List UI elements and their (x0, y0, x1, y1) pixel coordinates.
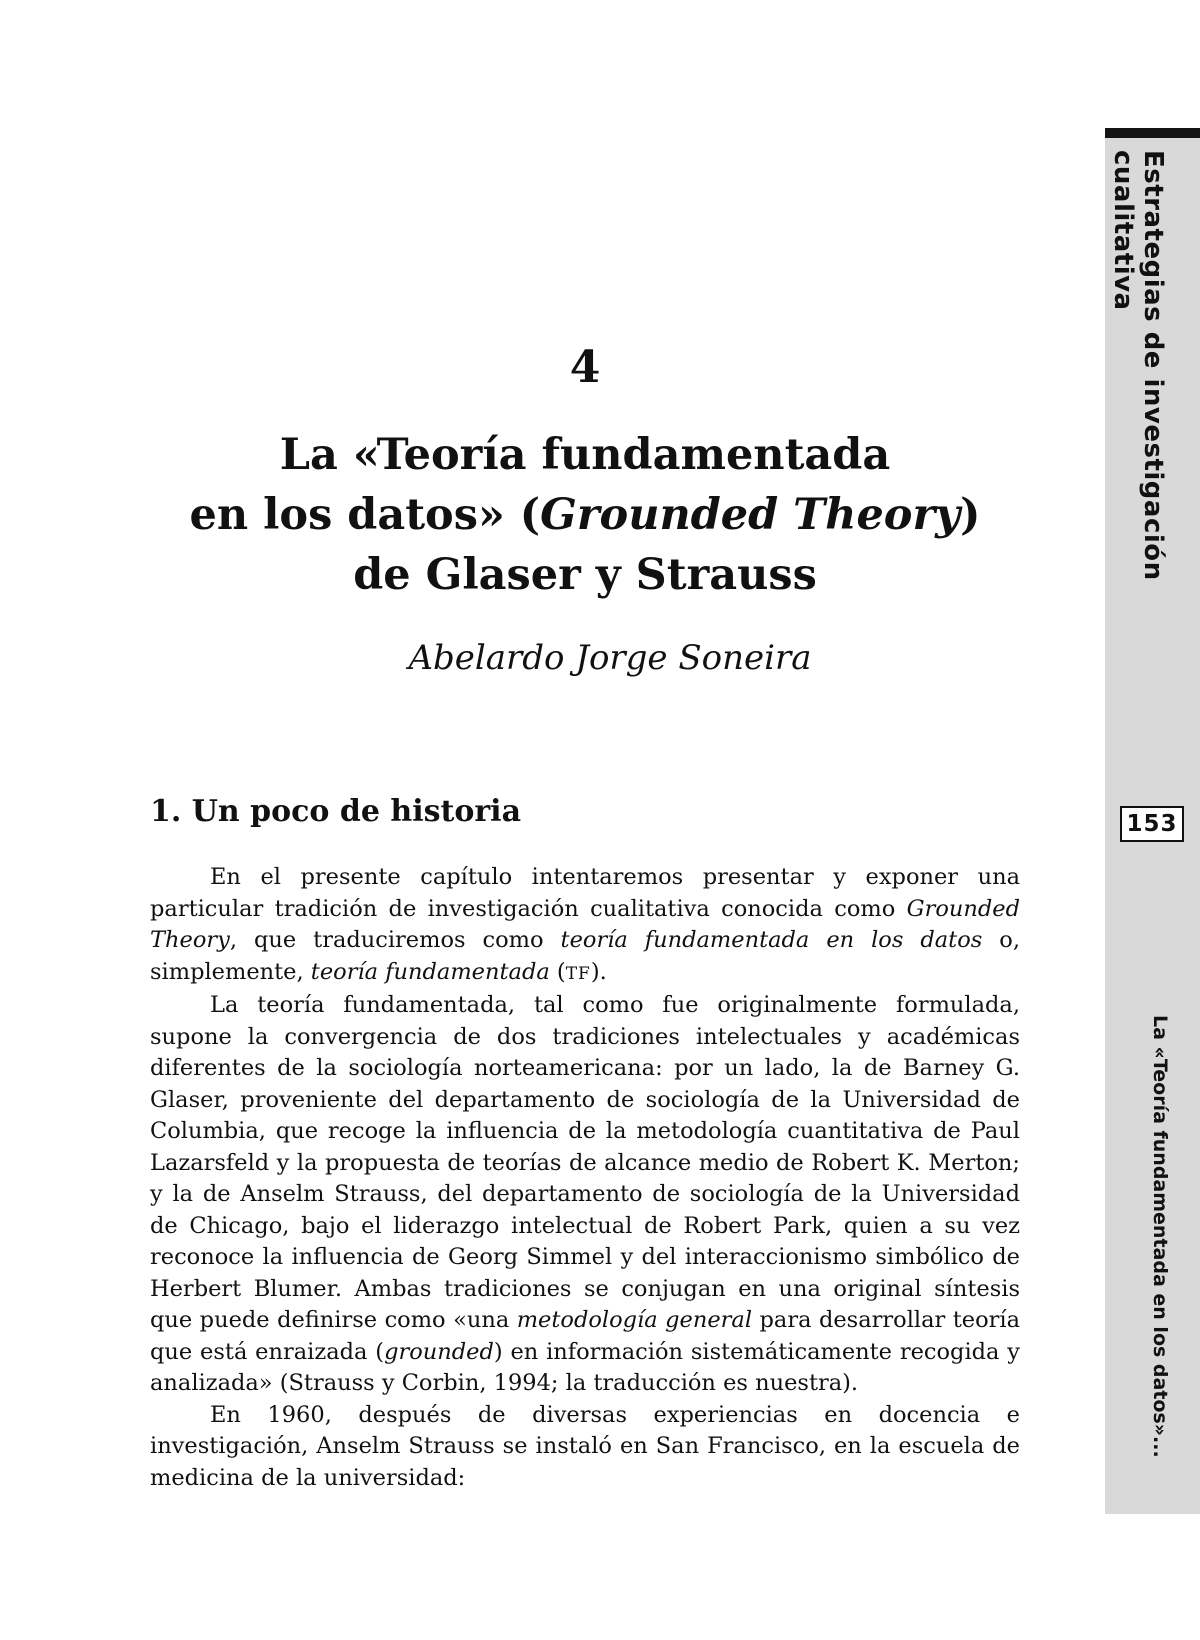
text-run: o, simplemente, (150, 927, 1021, 985)
author-name: Abelardo Jorge Soneira (408, 638, 812, 678)
text-run: En el presente capítulo intentaremos presentar y exponer una particular tradición de investigación cualitativa conocida como (150, 864, 1020, 922)
section-heading: 1. Un poco de historia (150, 794, 522, 829)
paragraph-1 (150, 862, 1020, 990)
title-italic-text: Grounded Theory (540, 490, 961, 540)
text-run: ). (590, 958, 607, 985)
page-number: 153 (1120, 806, 1184, 842)
text-run: , que traduciremos como (229, 927, 561, 953)
book-title: Estrategias de investigación cualitativa (1108, 150, 1168, 581)
chapter-title (110, 425, 1060, 605)
italic-run: metodología general (516, 1307, 753, 1333)
running-head: La «Teoría fundamentada en los datos»... (1149, 1015, 1171, 1458)
paragraph-3: En 1960, después de diversas experiencias en docencia e investigación, Anselm Strauss se instaló en San Francisco, en la escuela de medicina de la universidad: (150, 1401, 1020, 1491)
text-run: La teoría fundamentada, tal como fue originalmente formulada, supone la convergencia de dos tradiciones intelectuales y académicas diferentes de la sociología norteamericana: por un lado, la de Barney G. Glaser, proveniente del departamento de sociología de la Universidad de Columbia, que recoge la influencia de la metodología cuantitativa de Paul Lazarsfeld y la propuesta de teorías de alcance medio de Robert K. Merton; y la de Anselm Strauss, del departamento de sociología de la Universidad de Chicago, bajo el liderazgo intelectual de Robert Park, quien a su vez reconoce la influencia de Georg Simmel y del interaccionismo simbólico de Herbert Blumer. Ambas tradiciones se conjugan en una original síntesis que puede definirse como «una (150, 992, 1020, 1333)
title-text: ) (960, 490, 981, 540)
abbreviation: TF (565, 963, 591, 984)
text-run: ( (549, 958, 566, 985)
paragraph-2 (150, 990, 1020, 1400)
italic-run: teoría fundamentada (310, 958, 550, 985)
chapter-title-line-3: de Glaser y Strauss (353, 550, 817, 600)
italic-run: teoría fundamentada en los datos (560, 927, 983, 953)
text-run: ) en información sistemáticamente recogida y analizada» (Strauss y Corbin, 1994; la traducción es nuestra). (150, 1338, 1020, 1396)
body-text (150, 862, 1020, 1494)
chapter-title-line-1: La «Teoría fundamentada (279, 430, 891, 480)
title-text: en los datos» ( (189, 490, 541, 540)
italic-run: grounded (384, 1338, 494, 1365)
chapter-title-line-2 (110, 485, 1060, 545)
chapter-number: 4 (569, 342, 601, 393)
text-run: para desarrollar teoría que está enraizada ( (150, 1307, 1020, 1365)
italic-run: Grounded Theory (150, 895, 1020, 953)
